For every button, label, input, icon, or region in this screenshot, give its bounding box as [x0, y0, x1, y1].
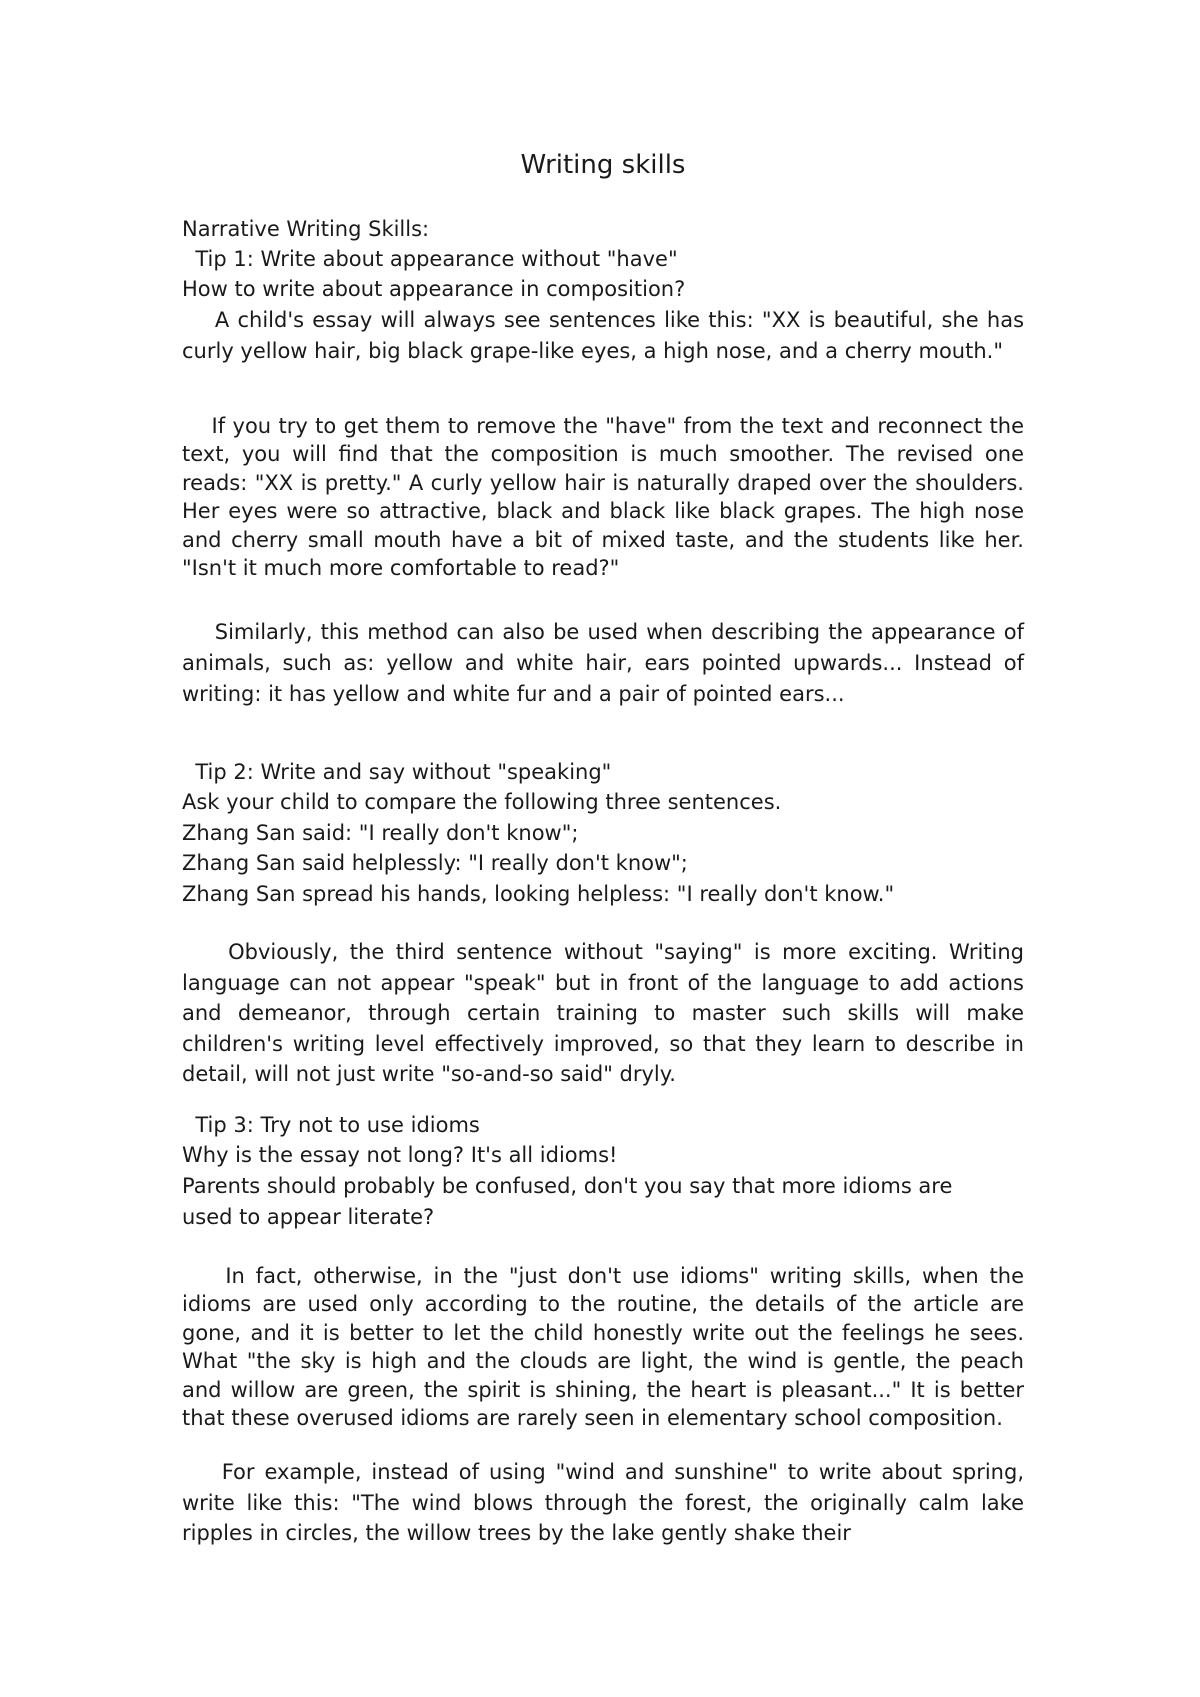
tip3-line-1: Why is the essay not long? It's all idioms! — [182, 1143, 618, 1167]
tip1-paragraph-3: Similarly, this method can also be used when describing the appearance of animals, such as: yellow and white hair, ears pointed upwards... Instead of writing: it has yellow and white fur and a pair of pointed ears... — [182, 620, 1031, 706]
tip2-paragraph-1: Obviously, the third sentence without "saying" is more exciting. Writing language can not appear "speak" but in front of the language to add actions and demeanor, through certain training to master such skills will make children's writing level effectively improved, so that they learn to describe in detail, will not just write "so-and-so said" dryly. — [182, 940, 1031, 1087]
tip3-paragraph-2: For example, instead of using "wind and sunshine" to write about spring, write like this: "The wind blows through the forest, the originally calm lake ripples in circles, the willow trees by the lake gently shake their — [182, 1460, 1031, 1546]
tip2-line-3: Zhang San said helplessly: "I really don't know"; — [182, 851, 688, 875]
tip3-paragraph-1: In fact, otherwise, in the "just don't use idioms" writing skills, when the idioms are used only according to the routine, the details of the article are gone, and it is better to let the child honestly write out the feelings he sees. What "the sky is high and the clouds are light, the wind is gentle, the peach and willow are green, the spirit is shining, the heart is pleasant..." It is better that these overused idioms are rarely seen in elementary school composition. — [182, 1264, 1031, 1431]
tip1-heading: Tip 1: Write about appearance without "have" — [182, 247, 678, 271]
section-heading: Narrative Writing Skills: — [182, 217, 430, 241]
tip2-line-2: Zhang San said: "I really don't know"; — [182, 821, 579, 845]
tip1-question: How to write about appearance in composition? — [182, 277, 686, 301]
tip3-line-3: used to appear literate? — [182, 1205, 435, 1229]
tip2-line-1: Ask your child to compare the following three sentences. — [182, 790, 782, 814]
tip1-paragraph-2: If you try to get them to remove the "have" from the text and reconnect the text, you will find that the composition is much smoother. The revised one reads: "XX is pretty." A curly yellow hair is naturally draped over the shoulders. Her eyes were so attractive, black and black like black grapes. The high nose and cherry small mouth have a bit of mixed taste, and the students like her. "Isn't it much more comfortable to read?" — [182, 414, 1031, 581]
page-title: Writing skills — [520, 150, 686, 180]
tip3-line-2: Parents should probably be confused, don't you say that more idioms are — [182, 1174, 953, 1198]
tip1-paragraph-1: A child's essay will always see sentences like this: "XX is beautiful, she has curly yellow hair, big black grape-like eyes, a high nose, and a cherry mouth." — [182, 308, 1031, 363]
tip3-heading: Tip 3: Try not to use idioms — [182, 1113, 480, 1137]
tip2-heading: Tip 2: Write and say without "speaking" — [182, 760, 612, 784]
tip2-line-4: Zhang San spread his hands, looking helpless: "I really don't know." — [182, 882, 895, 906]
